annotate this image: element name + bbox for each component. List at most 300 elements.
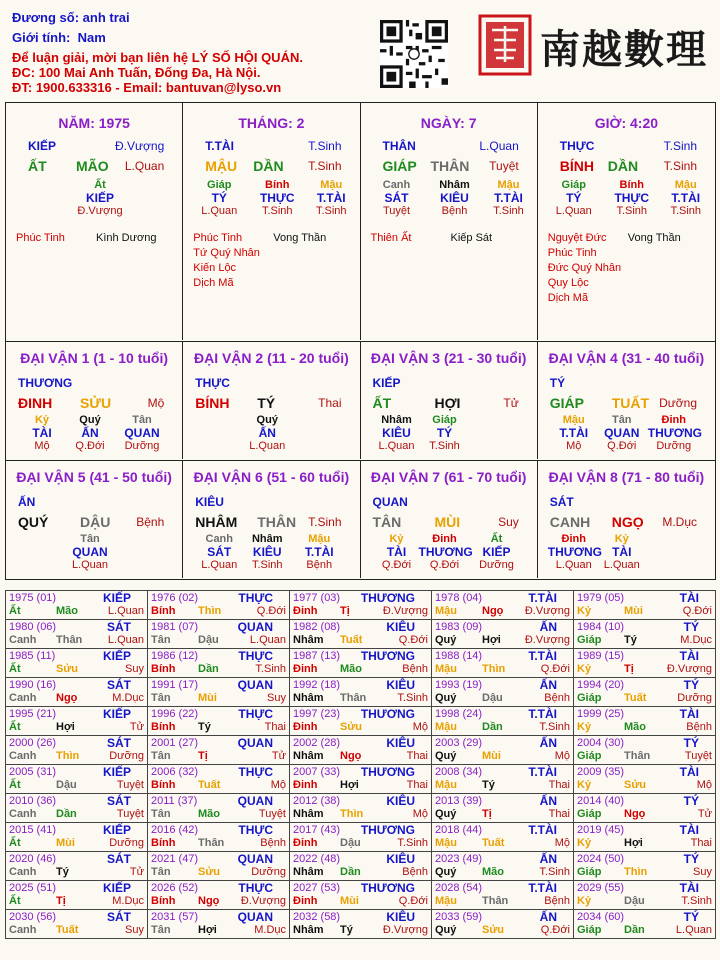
year-truong-sinh: Dưỡng xyxy=(677,692,712,704)
year-can: Tân xyxy=(151,634,171,646)
year-truong-sinh: Đ.Vượng xyxy=(666,663,712,675)
year-truong-sinh: Tuyệt xyxy=(116,808,144,820)
year-truong-sinh: Bệnh xyxy=(686,721,712,733)
year-truong-sinh: Q.Đới xyxy=(398,634,428,646)
year-chi: Thân xyxy=(624,750,651,762)
year-can: Ất xyxy=(9,895,21,907)
gender-label: Giới tính: xyxy=(12,30,71,45)
year-cell xyxy=(290,649,432,678)
year-chi: Mùi xyxy=(340,895,359,907)
year-star: T.TÀI xyxy=(528,765,557,779)
year-can: Nhâm xyxy=(293,750,324,762)
year-chi: Dần xyxy=(482,721,503,733)
year-label: 1981 (07) xyxy=(151,621,199,633)
year-can: Canh xyxy=(9,634,37,646)
year-can: Tân xyxy=(151,692,171,704)
year-cell xyxy=(574,620,716,649)
year-chi: Dần xyxy=(624,924,645,936)
hidden-stem-col xyxy=(431,179,479,217)
year-chi: Mão xyxy=(340,663,362,675)
year-truong-sinh: Đ.Vượng xyxy=(524,634,570,646)
pillar-star-right: T.Sinh xyxy=(308,139,342,153)
hidden-truong-sinh: T.Sinh xyxy=(429,440,460,452)
year-row xyxy=(6,678,716,707)
year-chi: Dần xyxy=(198,663,219,675)
year-truong-sinh: Dưỡng xyxy=(109,837,144,849)
dai-van-cell xyxy=(538,461,715,578)
hidden-can: Canh xyxy=(382,179,411,191)
dai-van-star: KIẾP xyxy=(372,376,401,390)
year-star: SÁT xyxy=(107,620,131,634)
year-can: Nhâm xyxy=(293,924,324,936)
year-cell xyxy=(148,678,290,707)
dai-van-can: ẤT xyxy=(372,395,392,411)
dai-van-title: ĐẠI VẬN 5 (41 - 50 tuổi) xyxy=(16,469,172,485)
shen-item: Dịch Mã xyxy=(547,292,589,304)
hidden-can: Bính xyxy=(265,179,290,191)
year-truong-sinh: Bệnh xyxy=(402,663,428,675)
year-star: SÁT xyxy=(107,910,131,924)
year-can: Giáp xyxy=(577,634,602,646)
year-star: TÀI xyxy=(679,707,699,721)
pillar-can: GIÁP xyxy=(382,158,417,174)
dai-van-chi: TÝ xyxy=(257,395,276,411)
year-can: Mậu xyxy=(435,605,457,617)
gender-value: Nam xyxy=(77,30,106,45)
hidden-stem-col xyxy=(64,533,116,571)
shen-list-right xyxy=(628,231,681,246)
shen-list-left xyxy=(193,231,260,291)
year-can: Đinh xyxy=(293,837,318,849)
shen-item: Vong Thần xyxy=(273,232,327,244)
pillar-cell xyxy=(538,103,715,340)
year-chi: Dậu xyxy=(482,692,503,704)
year-cell xyxy=(290,620,432,649)
year-chi: Tý xyxy=(482,779,495,791)
hidden-can: Nhâm xyxy=(439,179,470,191)
dai-van-truong-sinh: Mộ xyxy=(147,396,165,410)
year-chi: Ngọ xyxy=(624,808,646,820)
year-can: Nhâm xyxy=(293,866,324,878)
shen-list-left xyxy=(371,231,412,246)
dai-van-truong-sinh: Thai xyxy=(318,396,342,410)
year-chi: Thìn xyxy=(56,750,80,762)
hidden-stem-col xyxy=(253,179,301,217)
dai-van-chi: THÂN xyxy=(257,514,297,530)
year-can: Mậu xyxy=(435,837,457,849)
year-can: Bính xyxy=(151,779,176,791)
year-cell xyxy=(574,678,716,707)
year-row xyxy=(6,707,716,736)
year-cell xyxy=(148,823,290,852)
pillar-truong-sinh: Tuyệt xyxy=(489,159,519,173)
year-star: SÁT xyxy=(107,794,131,808)
hidden-star: KIÊU xyxy=(252,545,282,559)
year-cell xyxy=(574,794,716,823)
hidden-star: THƯƠNG xyxy=(418,545,473,559)
year-chi: Tị xyxy=(198,750,208,762)
hidden-star: QUAN xyxy=(604,426,640,440)
year-cell xyxy=(148,765,290,794)
dai-van-chi: HỢI xyxy=(434,395,461,411)
year-chi: Dần xyxy=(340,866,361,878)
year-chi: Hợi xyxy=(482,634,501,646)
year-chi: Tý xyxy=(624,634,637,646)
year-truong-sinh: Tử xyxy=(129,721,144,733)
year-star: THƯƠNG xyxy=(360,707,415,721)
pillar-chi: DẦN xyxy=(253,158,284,174)
year-star: ẤN xyxy=(539,794,557,808)
year-star: SÁT xyxy=(107,736,131,750)
year-can: Đinh xyxy=(293,663,318,675)
year-star: KIÊU xyxy=(386,620,415,634)
hidden-star: TÀI xyxy=(32,426,52,440)
year-truong-sinh: Đ.Vượng xyxy=(524,605,570,617)
year-label: 1988 (14) xyxy=(435,650,483,662)
year-label: 2004 (30) xyxy=(577,737,625,749)
hidden-star: T.TÀI xyxy=(304,545,334,559)
dai-van-star: THƯƠNG xyxy=(18,376,73,390)
year-star: ẤN xyxy=(539,620,557,634)
year-can: Quý xyxy=(435,808,457,820)
year-star: QUAN xyxy=(237,910,273,924)
year-star: T.TÀI xyxy=(528,881,557,895)
year-label: 2026 (52) xyxy=(151,882,199,894)
year-can: Bính xyxy=(151,663,176,675)
year-truong-sinh: Mộ xyxy=(412,808,428,820)
year-can: Đinh xyxy=(293,605,318,617)
year-label: 2017 (43) xyxy=(293,824,341,836)
year-truong-sinh: L.Quan xyxy=(107,634,144,646)
year-label: 1987 (13) xyxy=(293,650,341,662)
year-label: 1984 (10) xyxy=(577,621,625,633)
dai-van-title: ĐẠI VẬN 8 (71 - 80 tuổi) xyxy=(548,469,705,485)
pillar-cell xyxy=(183,103,360,340)
year-label: 1999 (25) xyxy=(577,708,625,720)
shen-item: Nguyệt Đức xyxy=(547,232,607,244)
hidden-truong-sinh: L.Quan xyxy=(378,440,415,452)
year-cell xyxy=(574,736,716,765)
year-label: 1977 (03) xyxy=(293,592,341,604)
pillar-truong-sinh: T.Sinh xyxy=(308,159,342,173)
phone-email-line: ĐT: 1900.633316 - Email: bantuvan@lyso.vn xyxy=(12,80,282,95)
shen-list-left xyxy=(16,231,65,246)
year-chi: Sửu xyxy=(624,779,647,791)
hidden-star: KIẾP xyxy=(482,545,511,559)
year-label: 1980 (06) xyxy=(9,621,57,633)
hidden-can: Giáp xyxy=(561,179,586,191)
year-label: 1978 (04) xyxy=(435,592,483,604)
year-label: 2031 (57) xyxy=(151,911,199,923)
year-truong-sinh: Bệnh xyxy=(260,837,286,849)
year-cell xyxy=(432,794,574,823)
year-can: Quý xyxy=(435,924,457,936)
year-can: Giáp xyxy=(577,808,602,820)
year-label: 2029 (55) xyxy=(577,882,625,894)
annual-luck-table xyxy=(5,590,716,939)
year-chi: Tị xyxy=(340,605,350,617)
year-truong-sinh: Thai xyxy=(548,779,570,791)
year-label: 2019 (45) xyxy=(577,824,625,836)
year-label: 2034 (60) xyxy=(577,911,625,923)
year-can: Giáp xyxy=(577,924,602,936)
hidden-truong-sinh: Q.Đới xyxy=(75,440,105,452)
year-star: THỰC xyxy=(238,881,273,895)
dai-van-chi: TUẤT xyxy=(611,395,650,411)
year-chi: Ngọ xyxy=(482,605,504,617)
year-label: 2024 (50) xyxy=(577,853,625,865)
year-label: 1983 (09) xyxy=(435,621,483,633)
year-truong-sinh: Thai xyxy=(548,808,570,820)
year-chi: Tý xyxy=(198,721,211,733)
year-truong-sinh: Q.Đới xyxy=(540,924,570,936)
year-label: 1994 (20) xyxy=(577,679,625,691)
shen-item: Phúc Tinh xyxy=(547,247,597,259)
year-truong-sinh: Tuyệt xyxy=(684,750,712,762)
shen-list-right xyxy=(96,231,156,246)
year-chi: Tuất xyxy=(482,837,505,849)
year-truong-sinh: Q.Đới xyxy=(682,605,712,617)
year-can: Quý xyxy=(435,866,457,878)
pillar-truong-sinh: T.Sinh xyxy=(663,159,697,173)
year-chi: Mùi xyxy=(56,837,75,849)
year-cell xyxy=(148,794,290,823)
year-label: 1991 (17) xyxy=(151,679,199,691)
hidden-star: QUAN xyxy=(124,426,160,440)
hidden-star: TÝ xyxy=(566,191,582,205)
hidden-truong-sinh: L.Quan xyxy=(603,559,640,571)
year-truong-sinh: Suy xyxy=(125,663,144,675)
year-cell xyxy=(432,707,574,736)
year-cell xyxy=(148,591,290,620)
year-label: 2009 (35) xyxy=(577,766,625,778)
year-cell xyxy=(6,910,148,939)
year-cell xyxy=(290,678,432,707)
year-chi: Tị xyxy=(624,663,634,675)
hidden-stem-col xyxy=(373,179,421,217)
year-label: 2006 (32) xyxy=(151,766,199,778)
year-truong-sinh: Đ.Vượng xyxy=(240,895,286,907)
year-chi: Tuất xyxy=(624,692,647,704)
dai-van-row-1 xyxy=(5,341,716,461)
year-can: Nhâm xyxy=(293,692,324,704)
year-cell xyxy=(574,649,716,678)
pillar-can: MẬU xyxy=(205,158,238,174)
dai-van-cell xyxy=(6,342,183,459)
hidden-stem-col xyxy=(596,533,648,571)
hidden-star: TÝ xyxy=(436,426,453,440)
dai-van-title: ĐẠI VẬN 3 (21 - 30 tuổi) xyxy=(370,350,527,366)
year-chi: Hợi xyxy=(624,837,643,849)
year-label: 1986 (12) xyxy=(151,650,199,662)
year-can: Giáp xyxy=(577,692,602,704)
year-label: 2000 (26) xyxy=(9,737,57,749)
year-chi: Dậu xyxy=(340,837,361,849)
shen-item: Kiến Lộc xyxy=(193,262,237,274)
year-label: 1997 (23) xyxy=(293,708,341,720)
year-chi: Sửu xyxy=(482,924,505,936)
year-label: 2020 (46) xyxy=(9,853,57,865)
pillar-chi: MÃO xyxy=(76,158,109,174)
hidden-can: Canh xyxy=(205,533,233,545)
hidden-truong-sinh: T.Sinh xyxy=(315,205,347,217)
dai-van-chi: SỬU xyxy=(80,395,112,411)
year-star: TÀI xyxy=(679,649,699,663)
dai-van-star: KIÊU xyxy=(195,495,224,509)
year-chi: Thìn xyxy=(340,808,364,820)
hidden-can: Tân xyxy=(80,533,100,545)
shen-item: Kiếp Sát xyxy=(450,232,493,244)
year-truong-sinh: Q.Đới xyxy=(540,663,570,675)
year-truong-sinh: Q.Đới xyxy=(256,605,286,617)
year-can: Đinh xyxy=(293,895,318,907)
year-truong-sinh: T.Sinh xyxy=(539,866,570,878)
shen-list-right xyxy=(451,231,493,246)
year-star: KIẾP xyxy=(102,649,131,663)
hidden-stem-col xyxy=(550,179,598,217)
year-chi: Tị xyxy=(482,808,492,820)
red-seal-logo xyxy=(478,14,532,76)
year-truong-sinh: Dưỡng xyxy=(109,750,144,762)
year-truong-sinh: Thai xyxy=(264,721,286,733)
year-truong-sinh: L.Quan xyxy=(249,634,286,646)
year-truong-sinh: T.Sinh xyxy=(539,721,570,733)
hidden-star: T.TÀI xyxy=(559,426,589,440)
dai-van-title: ĐẠI VẬN 1 (1 - 10 tuổi) xyxy=(20,350,169,366)
year-cell xyxy=(574,881,716,910)
year-chi: Sửu xyxy=(340,721,363,733)
hidden-star: THỰC xyxy=(259,191,295,205)
year-can: Tân xyxy=(151,924,171,936)
year-row xyxy=(6,794,716,823)
year-can: Canh xyxy=(9,692,37,704)
year-cell xyxy=(148,881,290,910)
year-label: 1975 (01) xyxy=(9,592,57,604)
hidden-truong-sinh: Tuyệt xyxy=(382,205,411,217)
year-label: 2022 (48) xyxy=(293,853,341,865)
year-star: SÁT xyxy=(107,852,131,866)
year-label: 2007 (33) xyxy=(293,766,341,778)
qr-code-icon[interactable] xyxy=(380,20,448,88)
year-cell xyxy=(6,678,148,707)
hidden-can: Ất xyxy=(94,179,106,191)
year-star: KIÊU xyxy=(386,910,415,924)
year-chi: Thân xyxy=(56,634,83,646)
year-label: 2030 (56) xyxy=(9,911,57,923)
hidden-can: Ất xyxy=(490,533,503,545)
hidden-truong-sinh: Mộ xyxy=(34,440,50,452)
year-truong-sinh: Dưỡng xyxy=(251,866,286,878)
year-star: THƯƠNG xyxy=(360,881,415,895)
year-row xyxy=(6,910,716,939)
hidden-truong-sinh: Dưỡng xyxy=(656,440,692,452)
dai-van-cell xyxy=(538,342,715,459)
pillar-title: NĂM: 1975 xyxy=(58,115,130,131)
hidden-star: SÁT xyxy=(207,545,232,559)
year-cell xyxy=(6,765,148,794)
dai-van-truong-sinh: Dưỡng xyxy=(659,396,697,410)
year-label: 2032 (58) xyxy=(293,911,341,923)
year-label: 1989 (15) xyxy=(577,650,625,662)
year-label: 2025 (51) xyxy=(9,882,57,894)
year-label: 2008 (34) xyxy=(435,766,483,778)
shen-item: Vong Thần xyxy=(627,232,681,244)
hidden-can: Quý xyxy=(79,414,101,426)
hidden-can: Tân xyxy=(132,414,152,426)
pillar-can: BÍNH xyxy=(559,158,594,174)
year-label: 1996 (22) xyxy=(151,708,199,720)
year-star: TÀI xyxy=(679,765,699,779)
year-star: ẤN xyxy=(539,910,557,924)
year-truong-sinh: Mộ xyxy=(412,721,428,733)
year-star: KIÊU xyxy=(386,794,415,808)
year-can: Nhâm xyxy=(293,634,324,646)
year-can: Bính xyxy=(151,837,176,849)
year-star: QUAN xyxy=(237,620,273,634)
dai-van-title: ĐẠI VẬN 4 (31 - 40 tuổi) xyxy=(548,350,705,366)
hidden-star: KIÊU xyxy=(440,191,469,205)
hidden-stem-col xyxy=(241,414,293,452)
dai-van-truong-sinh: Suy xyxy=(498,515,519,529)
dai-van-truong-sinh: M.Dục xyxy=(662,515,697,529)
year-truong-sinh: Mộ xyxy=(554,837,570,849)
year-chi: Hợi xyxy=(198,924,217,936)
hidden-stem-col xyxy=(64,414,116,452)
year-chi: Tị xyxy=(56,895,66,907)
year-star: TÝ xyxy=(683,620,699,634)
year-can: Tân xyxy=(151,750,171,762)
hidden-can: Quý xyxy=(256,414,278,426)
year-chi: Tuất xyxy=(56,924,79,936)
hidden-truong-sinh: Bệnh xyxy=(306,559,333,571)
hidden-star: TÀI xyxy=(386,545,407,559)
year-star: THỰC xyxy=(238,591,273,605)
year-star: T.TÀI xyxy=(528,649,557,663)
year-can: Bính xyxy=(151,605,176,617)
year-chi: Tuất xyxy=(340,634,363,646)
hidden-truong-sinh: L.Quan xyxy=(555,205,592,217)
hidden-can: Đinh xyxy=(561,533,586,545)
year-can: Đinh xyxy=(293,779,318,791)
hidden-can: Mậu xyxy=(674,179,697,191)
year-chi: Sửu xyxy=(198,866,221,878)
year-truong-sinh: Tử xyxy=(129,866,144,878)
year-truong-sinh: Tuyệt xyxy=(258,808,286,820)
shen-item: Thiên Ất xyxy=(370,232,412,244)
year-cell xyxy=(290,736,432,765)
year-cell xyxy=(148,910,290,939)
year-cell xyxy=(290,591,432,620)
year-star: TÝ xyxy=(683,910,699,924)
year-cell xyxy=(574,707,716,736)
year-star: TÀI xyxy=(679,881,699,895)
year-cell xyxy=(290,707,432,736)
pillar-title: NGÀY: 7 xyxy=(420,115,477,131)
hidden-stem-col xyxy=(293,533,345,571)
hidden-truong-sinh: Dưỡng xyxy=(479,559,514,571)
year-label: 2012 (38) xyxy=(293,795,341,807)
hidden-stem-col xyxy=(307,179,355,217)
year-chi: Thìn xyxy=(198,605,222,617)
hidden-can: Tân xyxy=(611,414,632,426)
hidden-stem-col xyxy=(241,533,293,571)
year-label: 2018 (44) xyxy=(435,824,483,836)
year-label: 2027 (53) xyxy=(293,882,341,894)
year-cell xyxy=(432,765,574,794)
year-can: Ất xyxy=(9,663,21,675)
year-star: KIẾP xyxy=(102,707,131,721)
dai-van-can: NHÂM xyxy=(195,514,238,530)
